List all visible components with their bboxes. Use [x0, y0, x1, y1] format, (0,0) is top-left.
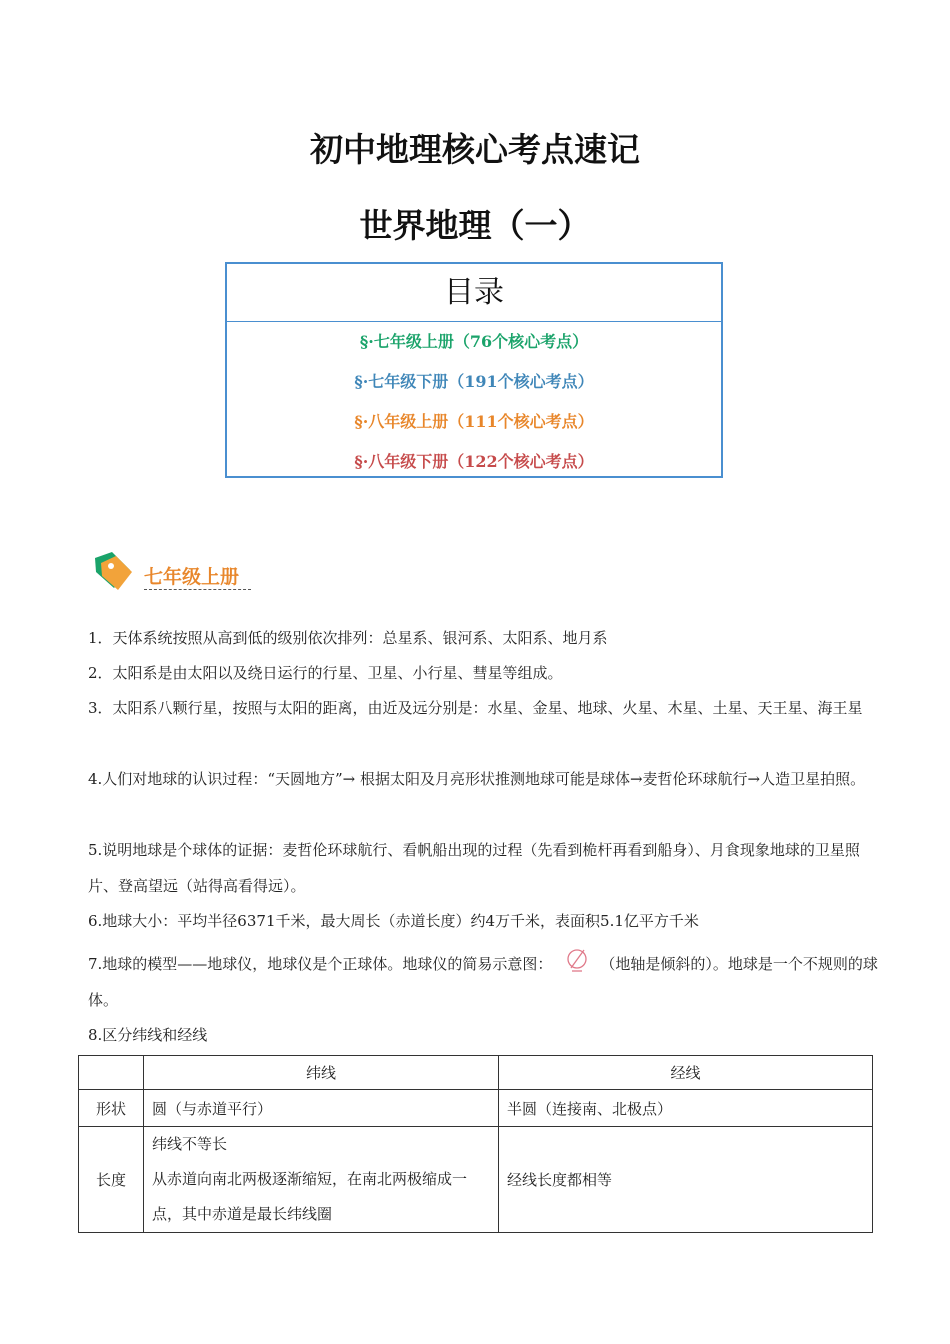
table-of-contents: [225, 262, 723, 478]
page-title: 初中地理核心考点速记: [310, 130, 640, 169]
globe-text-after: （地轴是倾斜的）。地球是一个不规则的球体。: [88, 955, 878, 1009]
toc-item-grade7-vol1[interactable]: §·七年级上册（76个核心考点）: [359, 332, 589, 351]
toc-item-grade8-vol2[interactable]: §·八年级下册（122个核心考点）: [354, 452, 594, 471]
globe-text-before: 7.地球的模型——地球仪，地球仪是个正球体。地球仪的简易示意图：: [88, 955, 553, 973]
table-header-cell: [79, 1056, 144, 1090]
toc-item-grade7-vol2[interactable]: §·七年级下册（191个核心考点）: [354, 372, 594, 391]
list-item: 8.区分纬线和经线: [88, 1026, 208, 1044]
table-cell: 半圆（连接南、北极点）: [499, 1090, 873, 1127]
table-cell: 圆（与赤道平行）: [144, 1090, 499, 1127]
table-row-label: 形状: [79, 1090, 144, 1127]
section-title: 七年级上册: [144, 562, 251, 590]
toc-list: [227, 322, 721, 482]
list-item: 3．太阳系八颗行星，按照与太阳的距离，由近及远分别是：水星、金星、地球、火星、木星、土星、天王星、海王星: [88, 699, 863, 717]
table-cell: [144, 1127, 499, 1233]
comparison-table: [78, 1055, 873, 1233]
table-header-cell: 经线: [499, 1056, 873, 1090]
globe-sketch-icon: [564, 947, 590, 973]
table-row-label: 长度: [79, 1127, 144, 1233]
page-subtitle: 世界地理（一）: [359, 206, 591, 245]
list-item: 4.人们对地球的认识过程：“天圆地方”→ 根据太阳及月亮形状推测地球可能是球体→麦哲伦环球航行→人造卫星拍照。: [88, 770, 866, 788]
list-item-globe: [88, 946, 878, 1018]
list-item: 1．天体系统按照从高到低的级别依次排列：总星系、银河系、太阳系、地月系: [88, 629, 608, 647]
table-header-row: [79, 1056, 873, 1090]
toc-item-grade8-vol1[interactable]: §·八年级上册（111个核心考点）: [354, 412, 594, 431]
cell-line: 从赤道向南北两极逐渐缩短，在南北两极缩成一点，其中赤道是最长纬线圈: [152, 1170, 468, 1223]
table-row: [79, 1090, 873, 1127]
tag-icon: [92, 550, 134, 592]
list-item: 6.地球大小：平均半径6371千米，最大周长（赤道长度）约4万千米，表面积5.1亿平方千米: [88, 912, 699, 930]
cell-line: 纬线不等长: [152, 1135, 228, 1153]
toc-heading: 目录: [227, 264, 721, 322]
table-row: [79, 1127, 873, 1233]
table-header-cell: 纬线: [144, 1056, 499, 1090]
table-cell: 经线长度都相等: [499, 1127, 873, 1233]
list-item: 2．太阳系是由太阳以及绕日运行的行星、卫星、小行星、彗星等组成。: [88, 664, 563, 682]
list-item: 5.说明地球是个球体的证据：麦哲伦环球航行、看帆船出现的过程（先看到桅杆再看到船身）、月食现象地球的卫星照片、登高望远（站得高看得远）。: [88, 841, 860, 895]
